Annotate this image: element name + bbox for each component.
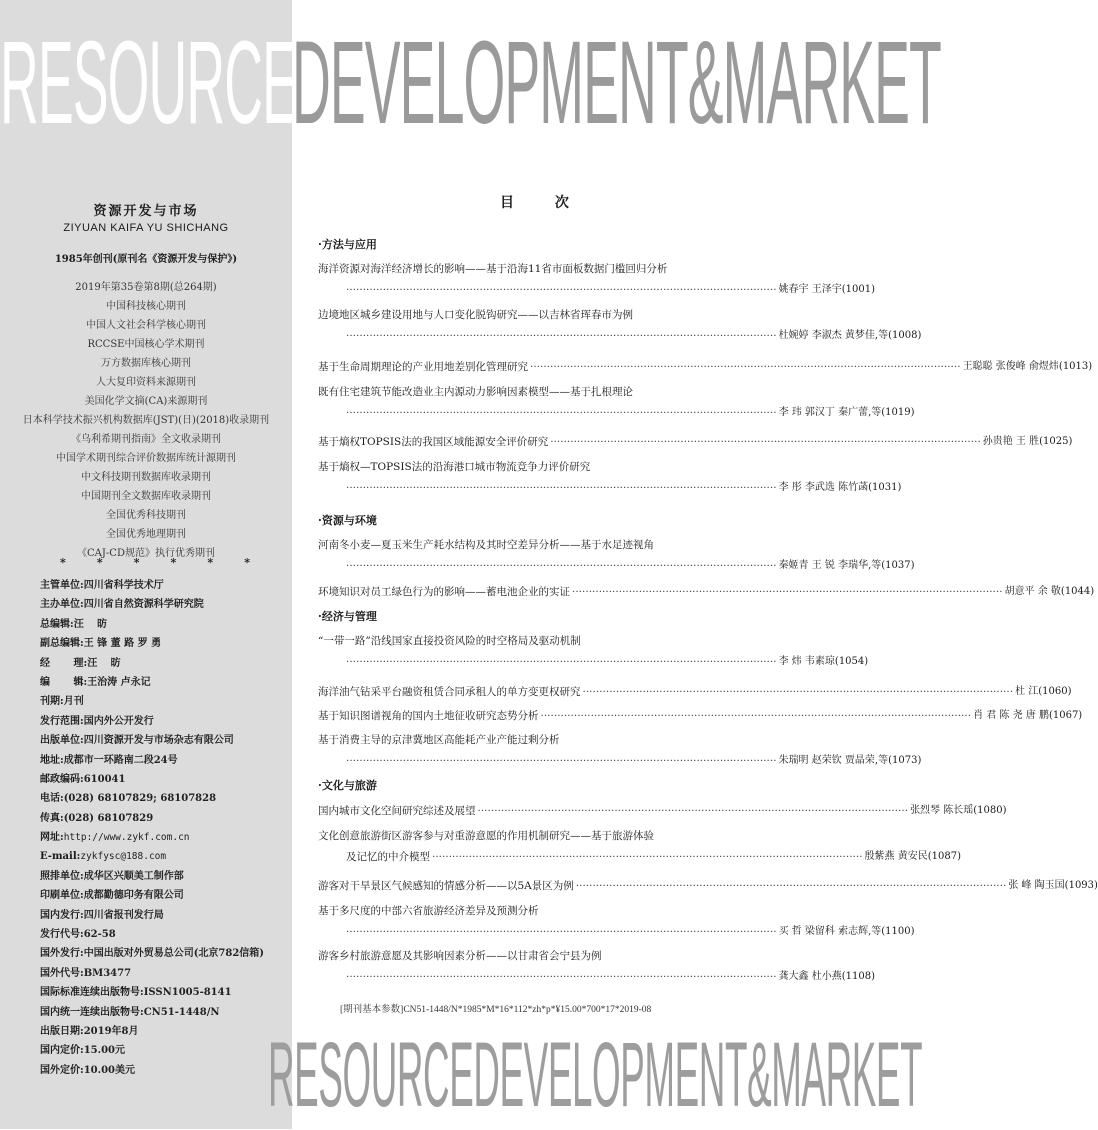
info-label: 出版单位:	[40, 735, 84, 747]
star-glyph: *	[133, 556, 140, 569]
leader-dots	[550, 435, 981, 449]
leader-dots	[346, 970, 777, 984]
info-value: 汪 昉	[87, 657, 121, 669]
info-row	[40, 712, 290, 731]
leader-dots	[346, 754, 777, 768]
index-item: 中国期刊全文数据库收录期刊	[81, 491, 211, 502]
star-glyph: *	[244, 556, 250, 569]
info-label: 网址:	[40, 832, 64, 844]
info-row	[40, 867, 290, 886]
info-label: 发行范围:	[40, 715, 84, 727]
info-row	[40, 673, 290, 692]
toc-entry[interactable]	[318, 585, 1095, 599]
info-label: 邮政编码:	[40, 773, 84, 785]
info-value: 四川省科学技术厅	[83, 580, 164, 591]
toc-entry[interactable]	[318, 829, 961, 864]
info-value: http://www.zykf.com.cn	[63, 832, 190, 844]
index-item: 全国优秀地理期刊	[106, 529, 186, 540]
info-row	[40, 809, 290, 828]
toc-section-heading: ·方法与应用	[318, 238, 377, 251]
info-value: 王 锋 董 路 罗 勇	[83, 638, 162, 650]
entry-authors: 买 哲 梁留科 索志辉,等(1100)	[778, 926, 915, 937]
info-row	[40, 964, 290, 983]
toc-title: 目 次	[500, 195, 587, 211]
info-label: 副总编辑:	[40, 638, 84, 650]
toc-entry[interactable]	[318, 262, 875, 297]
info-value: 15.00元	[83, 1045, 126, 1057]
info-value: 四川资源开发与市场杂志有限公司	[83, 735, 234, 747]
info-value: 月刊	[63, 696, 84, 708]
leader-dots	[346, 283, 777, 297]
info-value: 62-58	[83, 929, 116, 941]
entry-authors: 张 峰 陶玉国(1093)	[1008, 880, 1098, 891]
toc-entry[interactable]	[318, 685, 1072, 699]
star-glyph: *	[60, 556, 66, 569]
entry-title: 环境知识对员工绿色行为的影响——蓄电池企业的实证	[318, 586, 570, 598]
info-row	[40, 983, 290, 1002]
entry-title: 河南冬小麦—夏玉米生产耗水结构及其时空差异分析——基于水足迹视角	[318, 539, 654, 551]
info-row	[40, 770, 290, 789]
index-item: 中国人文社会科学核心期刊	[86, 320, 206, 331]
leader-dots	[346, 406, 777, 420]
toc-entry[interactable]	[318, 435, 1073, 449]
leader-dots	[541, 709, 972, 723]
info-label: 出版日期:	[40, 1025, 84, 1037]
info-label: 编 辑:	[40, 676, 88, 688]
toc-entry[interactable]	[318, 879, 1098, 893]
journal-founded: 1985年创刊(原刊名《资源开发与保护》)	[54, 254, 238, 265]
info-row	[40, 615, 290, 634]
entry-title: 基于多尺度的中部六省旅游经济差异及预测分析	[318, 905, 539, 917]
leader-dots	[346, 329, 777, 343]
journal-name-cn: 资源开发与市场	[93, 204, 199, 219]
info-label: 发行代号:	[40, 929, 84, 941]
leader-dots	[346, 481, 777, 495]
journal-params: [期刊基本参数]CN51-1448/N*1985*M*16*112*zh*p*¥15.00*700*17*2019-08	[340, 1005, 652, 1015]
toc-entry[interactable]	[318, 804, 1007, 818]
toc-section-heading: ·经济与管理	[318, 610, 377, 623]
info-label: 照排单位:	[40, 870, 84, 882]
entry-authors: 朱瑞明 赵荣钦 贾晶荣,等(1073)	[778, 755, 922, 766]
star-glyph: *	[170, 556, 177, 569]
info-row	[40, 692, 290, 711]
info-value: (028) 68107829; 68107828	[63, 793, 217, 805]
entry-authors: 张烈琴 陈长瑶(1080)	[910, 805, 1007, 816]
entry-title: 游客乡村旅游意愿及其影响因素分析——以甘肃省会宁县为例	[318, 950, 602, 962]
leader-dots	[346, 655, 777, 669]
info-value: zykfysc@188.com	[80, 851, 167, 863]
top-banner	[0, 8, 941, 158]
info-value: (028) 68107829	[63, 812, 154, 824]
info-value: 成都市一环路南二段24号	[63, 754, 178, 766]
entry-title: 基于知识图谱视角的国内土地征收研究态势分析	[318, 710, 539, 722]
toc-entry[interactable]	[318, 308, 922, 343]
info-label: 主办单位:	[40, 599, 84, 611]
star-glyph: *	[96, 556, 103, 569]
entry-authors: 胡意平 余 敬(1044)	[1004, 586, 1095, 597]
info-label: 电话:	[40, 793, 64, 805]
info-row	[40, 886, 290, 905]
toc-entry[interactable]	[318, 709, 1083, 723]
index-item: 万方数据库核心期刊	[101, 358, 191, 369]
info-label: 国外定价:	[40, 1064, 84, 1076]
entry-title: 游客对干旱景区气候感知的情感分析——以5A景区为例	[318, 880, 574, 892]
info-row	[40, 751, 290, 770]
star-glyph: *	[207, 556, 214, 569]
leader-dots	[432, 850, 863, 864]
entry-title: 基于生命周期理论的产业用地差别化管理研究	[318, 361, 528, 373]
info-label: 国外发行:	[40, 948, 84, 960]
info-row	[40, 828, 290, 847]
info-row	[40, 595, 290, 614]
entry-title: 海洋资源对海洋经济增长的影响——基于沿海11省市面板数据门槛回归分析	[318, 263, 668, 275]
entry-title: 文化创意旅游街区游客参与对重游意愿的作用机制研究——基于旅游体验	[318, 830, 654, 842]
toc-entry[interactable]	[318, 904, 915, 939]
toc-entry[interactable]	[318, 538, 915, 573]
index-item: 2019年第35卷第8期(总264期)	[75, 282, 217, 293]
info-row	[40, 654, 290, 673]
leader-dots	[346, 559, 777, 573]
info-label: 传真:	[40, 812, 64, 824]
info-label: 经 理:	[40, 657, 88, 669]
info-value: BM3477	[83, 967, 132, 979]
entry-authors: 李 炜 韦素琼(1054)	[778, 656, 869, 667]
entry-title: 边境地区城乡建设用地与人口变化脱钩研究——以吉林省珲春市为例	[318, 309, 633, 321]
info-label: 国际标准连续出版物号:	[40, 987, 144, 999]
entry-title: 基于熵权—TOPSIS法的沿海港口城市物流竞争力评价研究	[318, 461, 591, 473]
banner-bottom-text: RESOURCEDEVELOPMENT&MARKET	[268, 1024, 923, 1126]
entry-title: 海洋油气钻采平台融资租赁合同承租人的单方变更权研究	[318, 686, 581, 698]
info-row	[40, 731, 290, 750]
info-value: 汪 昉	[73, 618, 108, 630]
info-label: 地址:	[40, 754, 64, 766]
entry-title: “一带一路”沿线国家直接投资风险的时空格局及驱动机制	[318, 635, 581, 647]
info-value: 王治涛 卢永记	[87, 676, 151, 688]
info-row	[40, 925, 290, 944]
index-item: 中国科技核心期刊	[106, 301, 186, 312]
info-value: 成华区兴顺美工制作部	[83, 870, 184, 882]
leader-dots	[478, 804, 909, 818]
entry-authors: 殷紫燕 黄安民(1087)	[864, 851, 961, 862]
info-value: 2019年8月	[83, 1025, 139, 1037]
info-label: 刊期:	[40, 696, 64, 708]
entry-title: 基于熵权TOPSIS法的我国区域能源安全评价研究	[318, 436, 549, 448]
entry-title-continued: 及记忆的中介模型	[346, 851, 430, 863]
entry-authors: 李 彤 李武选 陈竹菡(1031)	[778, 482, 902, 493]
entry-authors: 孙贵艳 王 胜(1025)	[982, 436, 1073, 447]
info-value: CN51-1448/N	[143, 1006, 220, 1018]
info-label: E-mail:	[40, 851, 81, 863]
info-value: 四川省报刊发行局	[83, 909, 164, 921]
leader-dots	[572, 585, 1003, 599]
info-row	[40, 576, 290, 595]
info-value: 成都勤德印务有限公司	[83, 890, 184, 902]
info-row	[40, 906, 290, 925]
banner-top-right-text: DEVELOPMENT&MARKET	[292, 17, 941, 149]
star-divider	[60, 556, 250, 569]
entry-title: 基于消费主导的京津冀地区高能耗产业产能过剩分析	[318, 734, 560, 746]
leader-dots	[346, 925, 777, 939]
entry-authors: 姚春宇 王泽宇(1001)	[778, 284, 875, 295]
publication-info	[40, 576, 290, 1080]
index-list	[0, 278, 292, 563]
info-label: 主管单位:	[40, 580, 84, 591]
toc-entry[interactable]	[318, 733, 922, 768]
info-value: 610041	[83, 773, 126, 785]
info-label: 印刷单位:	[40, 890, 84, 902]
entry-title: 国内城市文化空间研究综述及展望	[318, 805, 476, 817]
toc-entry[interactable]	[318, 385, 915, 420]
info-label: 国外代号:	[40, 967, 84, 979]
entry-authors: 王聪聪 张俊峰 俞煜炜(1013)	[962, 361, 1093, 372]
info-value: 四川省自然资源科学研究院	[83, 599, 204, 611]
index-item: 中国学术期刊综合评价数据库统计源期刊	[56, 453, 236, 464]
leader-dots	[530, 360, 961, 374]
bottom-banner	[0, 1020, 923, 1130]
index-item: 美国化学文摘(CA)来源期刊	[84, 396, 208, 407]
info-label: 总编辑:	[40, 618, 74, 630]
index-item: 人大复印资料来源期刊	[96, 377, 196, 388]
info-row	[40, 634, 290, 653]
info-label: 国内统一连续出版物号:	[40, 1006, 144, 1018]
info-label: 国内发行:	[40, 909, 84, 921]
leader-dots	[576, 879, 1007, 893]
info-label: 国内定价:	[40, 1045, 84, 1057]
index-item: 《CAJ-CD规范》执行优秀期刊	[77, 548, 215, 559]
index-item: RCCSE中国核心学术期刊	[87, 339, 205, 350]
toc-entry[interactable]	[318, 360, 1093, 374]
index-item: 日本科学技术振兴机构数据库(JST)(日)(2018)收录期刊	[22, 415, 270, 426]
entry-authors: 李 玮 郭汉丁 秦广蕾,等(1019)	[778, 407, 915, 418]
info-value: 国内外公开发行	[83, 715, 154, 727]
info-value: 中国出版对外贸易总公司(北京782信箱)	[83, 948, 265, 960]
entry-authors: 秦姬青 王 锐 李瑞华,等(1037)	[778, 560, 915, 571]
toc-section-heading: ·文化与旅游	[318, 779, 377, 792]
index-item: 《乌利希期刊指南》全文收录期刊	[71, 434, 221, 445]
leader-dots	[583, 685, 1014, 699]
info-row	[40, 944, 290, 963]
entry-authors: 肖 君 陈 尧 唐 鹏(1067)	[973, 710, 1083, 721]
banner-top-left-text: RESOURCE	[0, 17, 298, 149]
toc-section-heading: ·资源与环境	[318, 514, 377, 527]
info-value: ISSN1005-8141	[143, 987, 232, 999]
entry-title: 既有住宅建筑节能改造业主内源动力影响因素模型——基于扎根理论	[318, 386, 633, 398]
toc-entry[interactable]	[318, 949, 875, 984]
toc-entry[interactable]	[318, 634, 869, 669]
info-value: 10.00美元	[83, 1064, 136, 1076]
info-row	[40, 847, 290, 866]
entry-authors: 杜婉婷 李淑杰 黄梦佳,等(1008)	[778, 330, 922, 341]
journal-name-pinyin: ZIYUAN KAIFA YU SHICHANG	[63, 222, 229, 234]
entry-authors: 龚大鑫 杜小燕(1108)	[778, 971, 875, 982]
index-item: 全国优秀科技期刊	[106, 510, 186, 521]
index-item: 中文科技期刊数据库收录期刊	[81, 472, 211, 483]
entry-authors: 杜 江(1060)	[1015, 686, 1072, 697]
toc-entry[interactable]	[318, 460, 902, 495]
info-row	[40, 789, 290, 808]
